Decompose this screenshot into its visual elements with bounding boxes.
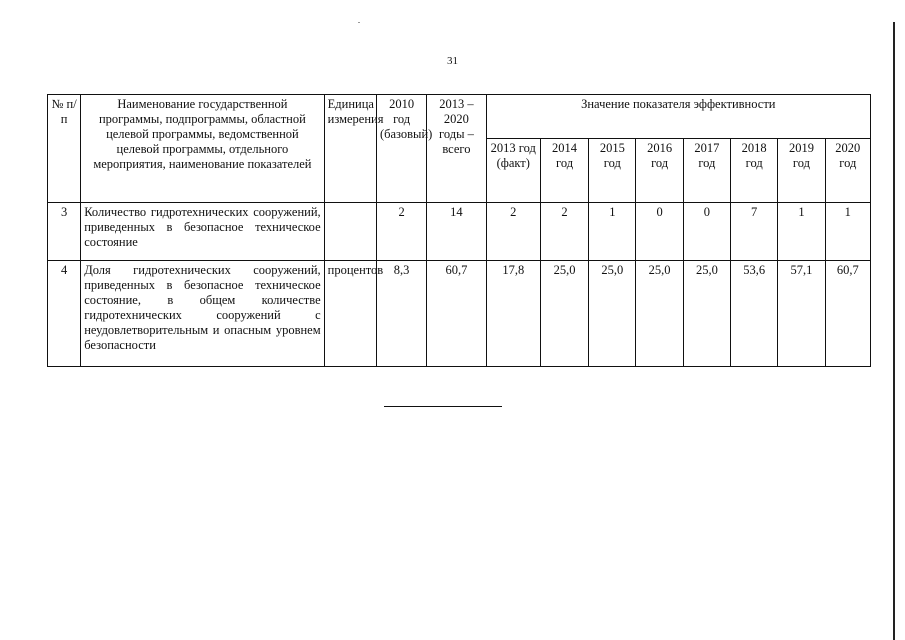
row-value: 0 (636, 203, 683, 261)
header-year: 2020 год (825, 139, 870, 203)
row-value: 2 (540, 203, 588, 261)
row-num: 4 (48, 261, 81, 367)
row-value: 25,0 (589, 261, 636, 367)
header-unit: Единица измерения (324, 95, 376, 203)
row-value: 53,6 (731, 261, 778, 367)
end-rule (384, 406, 502, 407)
table-row (48, 203, 871, 261)
header-year: 2017 год (683, 139, 730, 203)
row-value: 2 (486, 203, 540, 261)
row-value: 25,0 (636, 261, 683, 367)
header-total: 2013 – 2020 годы – всего (427, 95, 486, 203)
row-value: 1 (825, 203, 870, 261)
page-number: 31 (447, 55, 458, 67)
row-total: 14 (427, 203, 486, 261)
header-year: 2018 год (731, 139, 778, 203)
row-num: 3 (48, 203, 81, 261)
row-unit: процентов (324, 261, 376, 367)
header-year: 2013 год (факт) (486, 139, 540, 203)
row-value: 17,8 (486, 261, 540, 367)
indicators-table (47, 94, 871, 367)
row-value: 57,1 (778, 261, 825, 367)
header-year: 2016 год (636, 139, 683, 203)
row-value: 1 (778, 203, 825, 261)
header-num: № п/п (48, 95, 81, 203)
header-base-year: 2010 год (базовый) (376, 95, 426, 203)
table-row (48, 261, 871, 367)
row-value: 7 (731, 203, 778, 261)
row-unit (324, 203, 376, 261)
row-total: 60,7 (427, 261, 486, 367)
header-year: 2019 год (778, 139, 825, 203)
header-year: 2014 год (540, 139, 588, 203)
header-year: 2015 год (589, 139, 636, 203)
row-value: 60,7 (825, 261, 870, 367)
scan-speck (358, 22, 360, 23)
row-value: 25,0 (540, 261, 588, 367)
header-row (48, 95, 871, 139)
header-group: Значение показателя эффективности (486, 95, 870, 139)
scan-edge-line (893, 22, 895, 640)
row-base: 8,3 (376, 261, 426, 367)
row-value: 1 (589, 203, 636, 261)
row-name: Доля гидротехнических сооружений, приведенных в безопасное техническое состояние, в общем количестве гидротехнических сооружений с неудовлетворительным и опасным уровнем безопасности (81, 261, 324, 367)
row-value: 25,0 (683, 261, 730, 367)
row-value: 0 (683, 203, 730, 261)
row-base: 2 (376, 203, 426, 261)
row-name: Количество гидротехнических сооружений, приведенных в безопасное техническое состояние (81, 203, 324, 261)
header-name: Наименование государственной программы, подпрограммы, областной целевой программы, ведомственной целевой программы, отдельного мероприятия, наименование показателей (81, 95, 324, 203)
